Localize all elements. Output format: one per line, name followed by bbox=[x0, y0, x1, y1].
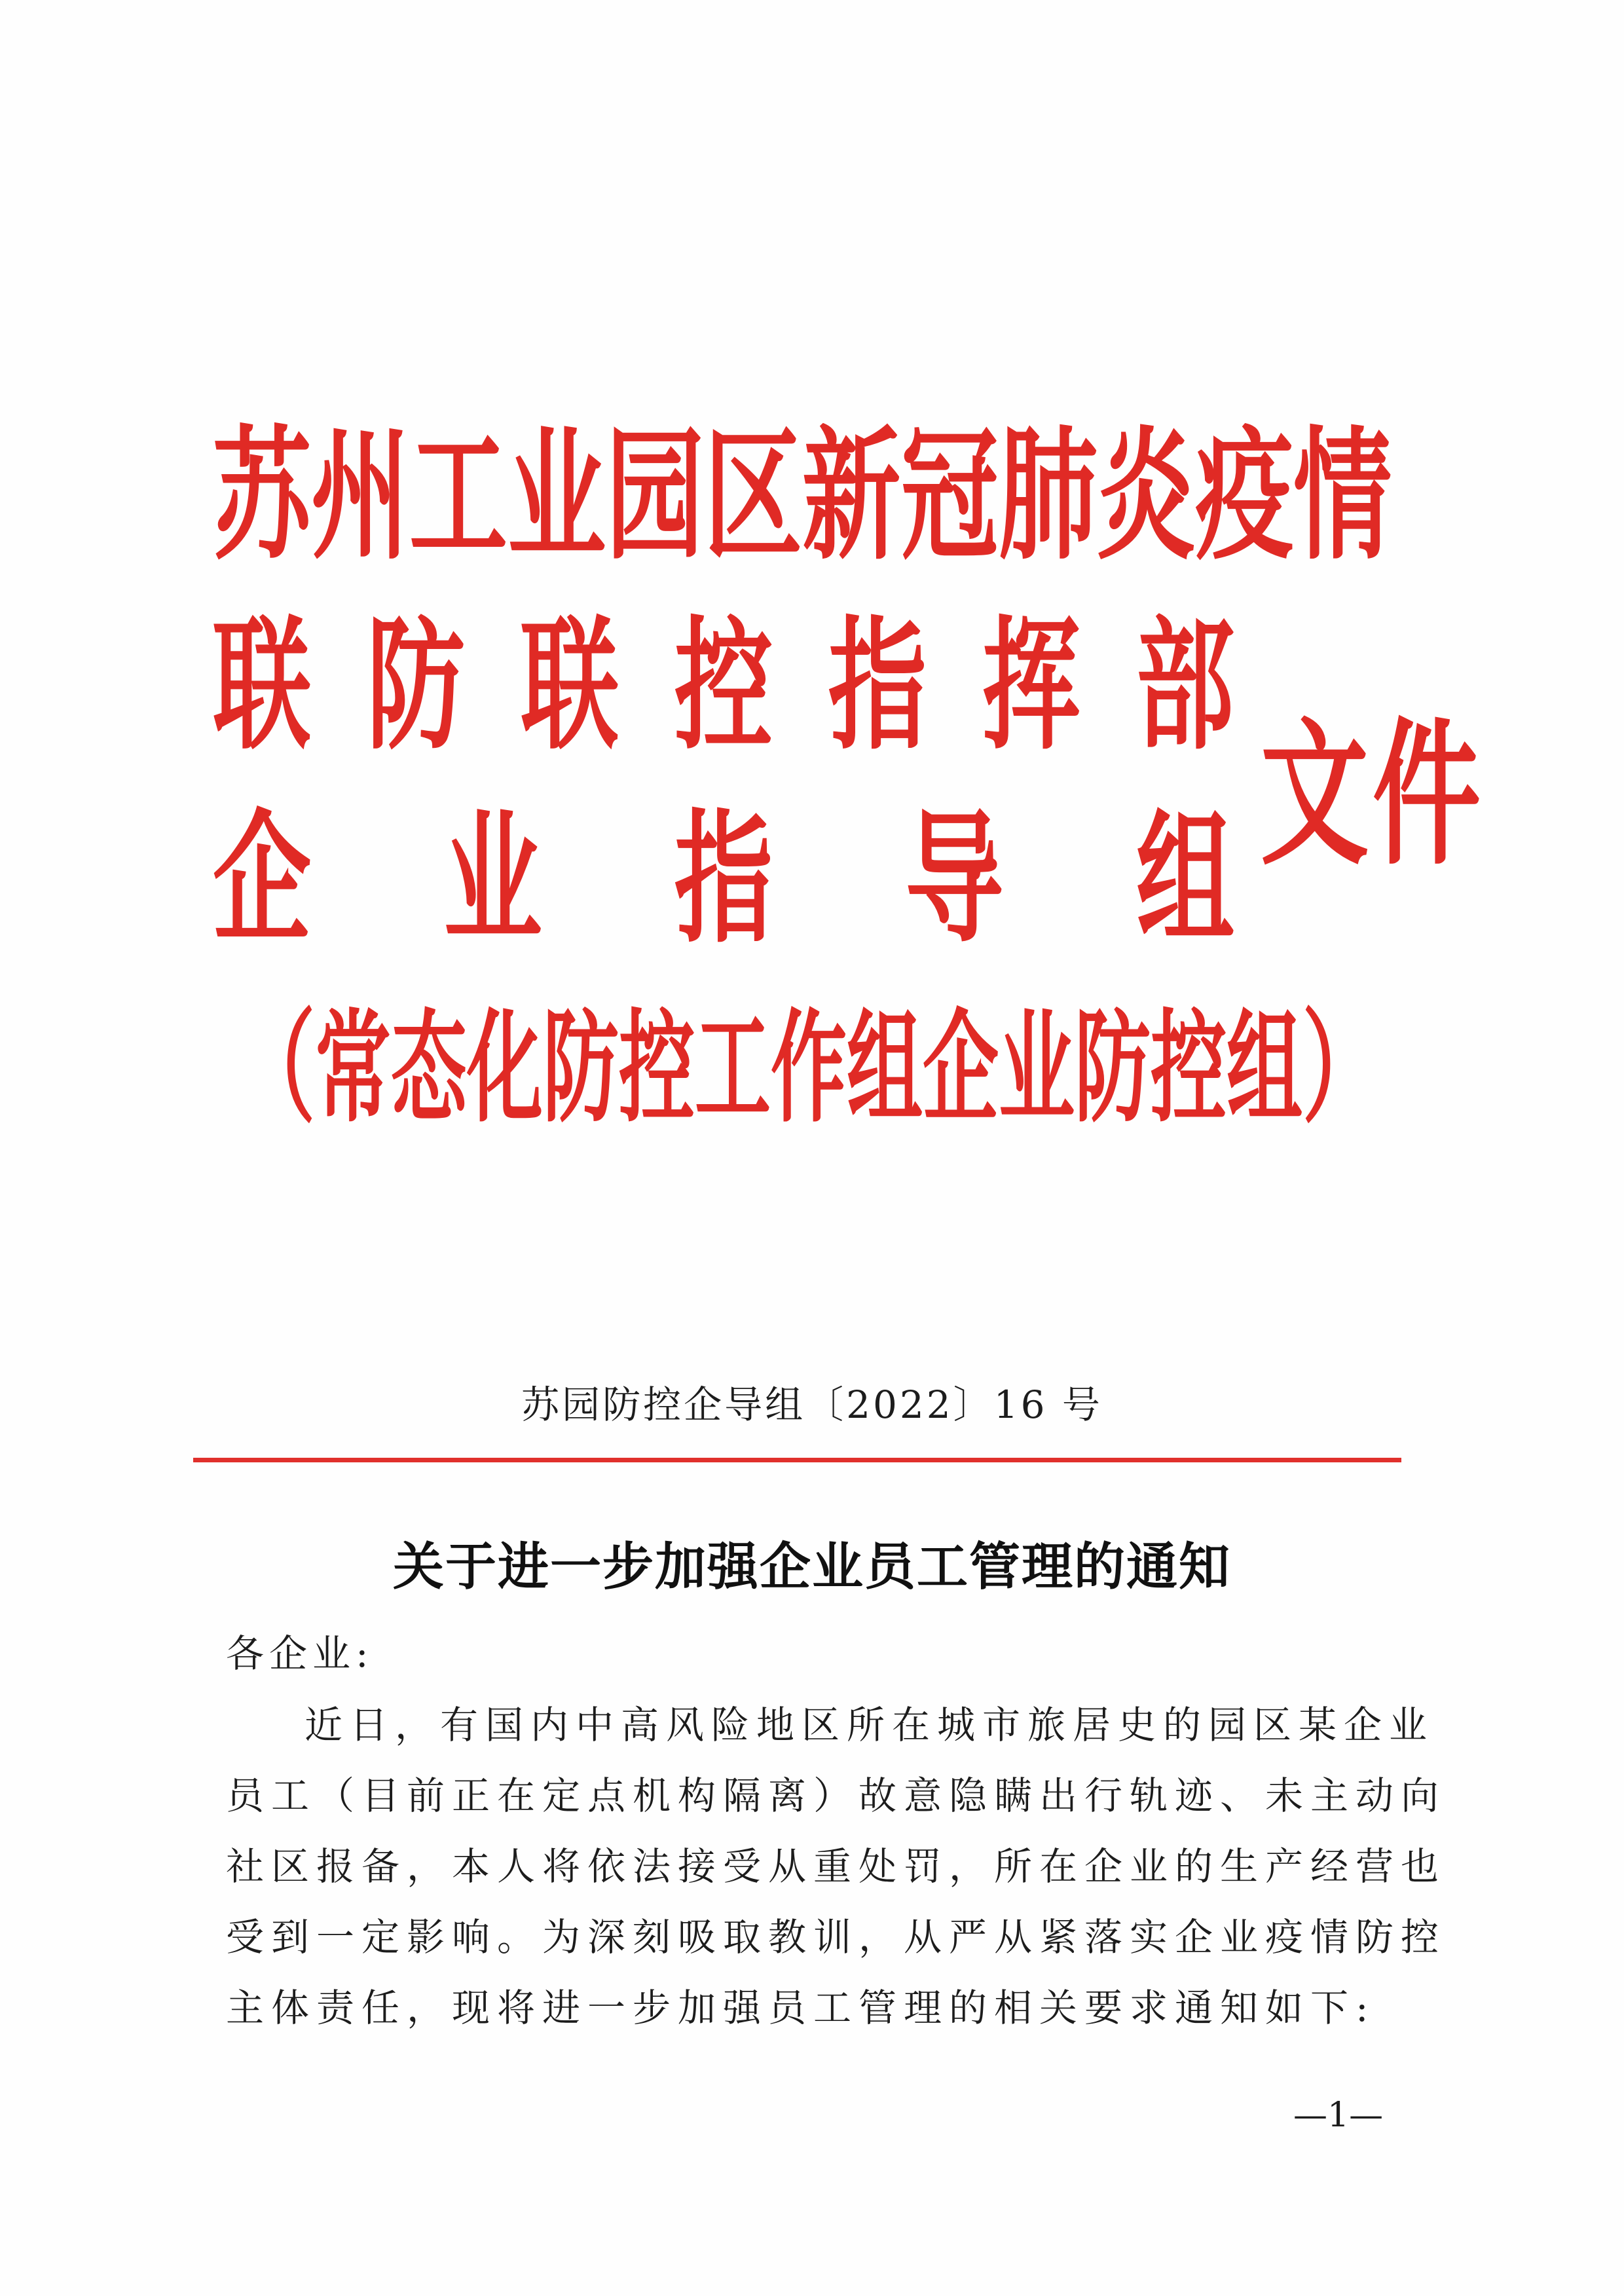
issuer-char: 防 bbox=[1075, 998, 1151, 1139]
issuer-char: 态 bbox=[391, 998, 467, 1139]
salutation: 各企业: bbox=[226, 1631, 374, 1676]
issuer-line-4 bbox=[239, 998, 1378, 1159]
issuer-line-2 bbox=[213, 604, 1234, 773]
issuer-char: 防 bbox=[543, 998, 619, 1139]
issuer-char: 防 bbox=[366, 604, 465, 769]
document-number: 苏园防控企导组〔2022〕16 号 bbox=[521, 1382, 1103, 1427]
issuer-char: 控 bbox=[1151, 998, 1227, 1139]
notice-body bbox=[226, 1690, 1447, 2043]
issuer-char: （ bbox=[239, 998, 315, 1139]
issuer-char: 化 bbox=[467, 998, 543, 1139]
body-line: 受到一定影响。为深刻吸取教训，从严从紧落实企业疫情防控 bbox=[226, 1915, 1447, 1959]
body-line: 员工（目前正在定点机构隔离）故意隐瞒出行轨迹、未主动向 bbox=[226, 1773, 1447, 1818]
issuer-char: 指 bbox=[674, 797, 773, 963]
issuer-char: 组 bbox=[1227, 998, 1302, 1139]
issuer-char: 挥 bbox=[982, 604, 1080, 769]
notice-title: 关于进一步加强企业员工管理的通知 bbox=[392, 1537, 1231, 1597]
issuer-char: 部 bbox=[1135, 604, 1234, 769]
issuer-char: 炎 bbox=[1097, 414, 1196, 580]
issuer-char: ） bbox=[1302, 998, 1378, 1139]
issuer-char: 企 bbox=[213, 797, 312, 963]
issuer-char: 组 bbox=[1135, 797, 1234, 963]
issuer-line-1 bbox=[213, 414, 1392, 583]
issuer-char: 业 bbox=[999, 998, 1075, 1139]
body-line: 主体责任，现将进一步加强员工管理的相关要求通知如下: bbox=[226, 1986, 1376, 2030]
issuer-char: 联 bbox=[213, 604, 312, 769]
body-line: 社区报备，本人将依法接受从重处罚，所在企业的生产经营也 bbox=[226, 1844, 1447, 1889]
issuer-char: 业 bbox=[443, 797, 542, 963]
issuer-char: 工 bbox=[409, 414, 508, 580]
issuer-char: 情 bbox=[1293, 414, 1392, 580]
issuer-char: 苏 bbox=[213, 414, 312, 580]
red-divider-line bbox=[193, 1458, 1401, 1462]
issuer-char: 组 bbox=[847, 998, 923, 1139]
issuer-char: 区 bbox=[704, 414, 803, 580]
issuer-char: 业 bbox=[507, 414, 606, 580]
issuer-char: 肺 bbox=[999, 414, 1098, 580]
document-type-label: 文件 bbox=[1261, 703, 1485, 887]
issuer-char: 作 bbox=[771, 998, 847, 1139]
issuer-char: 工 bbox=[695, 998, 771, 1139]
issuer-char: 企 bbox=[923, 998, 999, 1139]
issuer-char: 冠 bbox=[900, 414, 999, 580]
page-number: —1— bbox=[1293, 2096, 1384, 2135]
issuer-char: 控 bbox=[619, 998, 695, 1139]
body-line: 近日，有国内中高风险地区所在城市旅居史的园区某企业 bbox=[304, 1703, 1435, 1747]
issuer-char: 常 bbox=[315, 998, 391, 1139]
issuer-char: 指 bbox=[828, 604, 927, 769]
issuer-char: 联 bbox=[520, 604, 619, 769]
issuer-char: 导 bbox=[905, 797, 1004, 963]
issuer-char: 控 bbox=[674, 604, 773, 769]
issuer-char: 州 bbox=[311, 414, 410, 580]
issuer-line-3 bbox=[213, 797, 1234, 966]
issuer-char: 园 bbox=[606, 414, 705, 580]
issuer-char: 疫 bbox=[1195, 414, 1294, 580]
issuer-char: 新 bbox=[802, 414, 901, 580]
